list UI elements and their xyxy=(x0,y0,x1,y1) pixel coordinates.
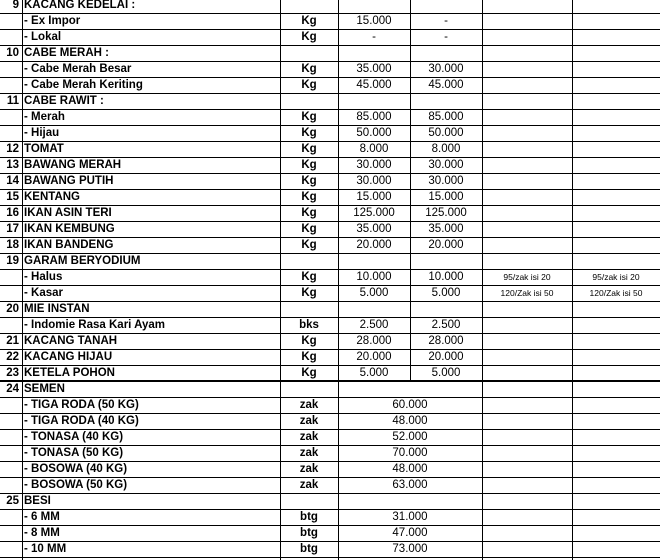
note-cell-1 xyxy=(482,93,572,109)
item-name: - Cabe Merah Besar xyxy=(24,63,132,75)
unit-cell: Kg xyxy=(301,287,317,299)
note-cell-2 xyxy=(572,333,660,349)
unit-cell: Kg xyxy=(301,79,317,91)
note-cell-2 xyxy=(572,125,660,141)
unit-cell: Kg xyxy=(301,15,317,27)
table-row[interactable] xyxy=(0,365,660,381)
grid-line-horizontal xyxy=(0,29,660,30)
price-cell-2: 125.000 xyxy=(425,207,467,219)
table-row[interactable] xyxy=(0,445,660,461)
item-name: TOMAT xyxy=(24,143,64,155)
unit-cell: zak xyxy=(299,431,319,443)
unit-cell: Kg xyxy=(301,191,317,203)
note-cell-2 xyxy=(572,109,660,125)
unit-cell xyxy=(280,301,338,317)
grid-line-horizontal xyxy=(0,541,660,542)
table-row[interactable] xyxy=(0,253,660,269)
price-cell-1: 125.000 xyxy=(353,207,395,219)
unit-cell xyxy=(280,493,338,509)
row-number xyxy=(0,29,22,45)
unit-cell: Kg xyxy=(301,207,317,219)
price-cell-1: 10.000 xyxy=(356,271,392,283)
item-name: - Merah xyxy=(24,111,65,123)
note-cell-1 xyxy=(482,333,572,349)
note-cell-1 xyxy=(482,173,572,189)
row-number: 20 xyxy=(6,303,19,315)
grid-line-horizontal xyxy=(0,525,660,526)
unit-cell: Kg xyxy=(301,127,317,139)
grid-line-horizontal xyxy=(0,557,660,558)
price-cell-1 xyxy=(338,253,410,269)
note-cell-1 xyxy=(482,77,572,93)
item-name: - 8 MM xyxy=(24,527,60,539)
row-number xyxy=(0,461,22,477)
item-name: KACANG TANAH xyxy=(24,335,118,347)
table-row[interactable] xyxy=(0,301,660,317)
table-row[interactable] xyxy=(0,0,660,13)
price-cell-2: 85.000 xyxy=(428,111,464,123)
unit-cell: Kg xyxy=(301,63,317,75)
grid-line-horizontal xyxy=(0,477,660,478)
row-number xyxy=(0,445,22,461)
row-number xyxy=(0,413,22,429)
item-name: GARAM BERYODIUM xyxy=(24,255,141,267)
note-cell-2 xyxy=(572,13,660,29)
grid-line-vertical xyxy=(572,0,573,560)
price-cell-2: 30.000 xyxy=(428,63,464,75)
price-cell-merged: 73.000 xyxy=(392,543,428,555)
table-row[interactable] xyxy=(0,493,660,509)
price-cell-2: 35.000 xyxy=(428,223,464,235)
table-row[interactable] xyxy=(0,349,660,365)
note-cell-2 xyxy=(572,237,660,253)
row-number: 9 xyxy=(12,0,19,11)
note-cell-1 xyxy=(482,365,572,381)
note-cell-2 xyxy=(572,365,660,381)
note-cell-1 xyxy=(482,157,572,173)
grid-line-horizontal xyxy=(0,109,660,110)
note-cell-1 xyxy=(482,189,572,205)
price-cell-1 xyxy=(338,93,410,109)
item-name: - Hijau xyxy=(24,127,60,139)
grid-line-horizontal xyxy=(0,173,660,174)
row-number: 15 xyxy=(6,191,19,203)
grid-line-horizontal xyxy=(0,221,660,222)
item-name: BAWANG PUTIH xyxy=(24,175,114,187)
price-cell-2: 5.000 xyxy=(431,367,461,379)
note-cell-2 xyxy=(572,221,660,237)
table-row[interactable] xyxy=(0,189,660,205)
price-cell-1: 35.000 xyxy=(356,63,392,75)
price-cell-1: 20.000 xyxy=(356,351,392,363)
note-cell-1 xyxy=(482,301,572,317)
note-cell-2 xyxy=(572,77,660,93)
price-cell-1 xyxy=(338,0,410,13)
price-cell-2: 15.000 xyxy=(428,191,464,203)
note-cell-1 xyxy=(482,317,572,333)
table-row[interactable] xyxy=(0,141,660,157)
table-row[interactable] xyxy=(0,77,660,93)
unit-cell: Kg xyxy=(301,335,317,347)
price-cell-merged xyxy=(338,493,482,509)
note-cell-2 xyxy=(572,189,660,205)
unit-cell: Kg xyxy=(301,143,317,155)
unit-cell: Kg xyxy=(301,367,317,379)
row-number xyxy=(0,13,22,29)
item-name: CABE MERAH : xyxy=(24,47,109,59)
grid-line-horizontal xyxy=(0,77,660,78)
grid-line-horizontal xyxy=(0,61,660,62)
item-name: - 10 MM xyxy=(24,543,67,555)
note-cell-1 xyxy=(482,109,572,125)
item-name: - Cabe Merah Keriting xyxy=(24,79,143,91)
price-cell-1: 5.000 xyxy=(359,367,389,379)
unit-cell: Kg xyxy=(301,239,317,251)
price-cell-2: 20.000 xyxy=(428,239,464,251)
price-cell-2 xyxy=(410,253,482,269)
price-cell-1 xyxy=(338,45,410,61)
note-cell-2 xyxy=(572,29,660,45)
price-cell-1: 30.000 xyxy=(356,175,392,187)
table-row[interactable] xyxy=(0,237,660,253)
note-cell-2 xyxy=(572,253,660,269)
price-cell-2: 5.000 xyxy=(431,287,461,299)
grid-line-horizontal xyxy=(0,365,660,366)
row-number: 23 xyxy=(6,367,19,379)
unit-cell xyxy=(280,93,338,109)
grid-line-horizontal xyxy=(0,413,660,414)
item-name: - BOSOWA (50 KG) xyxy=(24,479,128,491)
table-row[interactable] xyxy=(0,461,660,477)
unit-cell: Kg xyxy=(301,351,317,363)
table-row[interactable] xyxy=(0,317,660,333)
grid-line-vertical xyxy=(280,0,281,560)
price-cell-2: 45.000 xyxy=(428,79,464,91)
table-row[interactable] xyxy=(0,509,660,525)
note-cell-2 xyxy=(572,205,660,221)
row-number: 18 xyxy=(6,239,19,251)
note-cell-1: 95/zak isi 20 xyxy=(503,272,551,282)
table-row[interactable] xyxy=(0,205,660,221)
unit-cell xyxy=(280,45,338,61)
note-cell-2 xyxy=(572,61,660,77)
item-name: - Indomie Rasa Kari Ayam xyxy=(24,319,166,331)
table-row[interactable] xyxy=(0,109,660,125)
table-row[interactable] xyxy=(0,525,660,541)
price-cell-1: - xyxy=(372,31,376,43)
note-cell-1 xyxy=(482,253,572,269)
item-name: - BOSOWA (40 KG) xyxy=(24,463,128,475)
note-cell-2 xyxy=(572,0,660,13)
price-cell-2: 10.000 xyxy=(428,271,464,283)
item-name: - TIGA RODA (50 KG) xyxy=(24,399,139,411)
table-row[interactable] xyxy=(0,269,660,285)
price-cell-merged: 48.000 xyxy=(392,415,428,427)
row-number xyxy=(0,269,22,285)
row-number xyxy=(0,125,22,141)
note-cell-1 xyxy=(482,0,572,13)
note-cell-1 xyxy=(482,45,572,61)
item-name: KENTANG xyxy=(24,191,81,203)
grid-line-horizontal xyxy=(0,285,660,286)
price-cell-2: - xyxy=(444,15,448,27)
grid-line-horizontal xyxy=(0,141,660,142)
row-number xyxy=(0,317,22,333)
item-name: KETELA POHON xyxy=(24,367,115,379)
grid-line-horizontal xyxy=(0,93,660,94)
unit-cell xyxy=(280,381,338,397)
table-row[interactable] xyxy=(0,477,660,493)
unit-cell: zak xyxy=(299,399,319,411)
unit-cell xyxy=(280,253,338,269)
grid-line-horizontal xyxy=(0,461,660,462)
row-number: 24 xyxy=(6,383,19,395)
grid-line-horizontal xyxy=(0,301,660,302)
row-number: 19 xyxy=(6,255,19,267)
item-name: MIE INSTAN xyxy=(24,303,90,315)
table-row[interactable] xyxy=(0,397,660,413)
price-cell-2: 2.500 xyxy=(431,319,461,331)
note-cell-2 xyxy=(572,173,660,189)
table-row[interactable] xyxy=(0,29,660,45)
grid-line-horizontal xyxy=(0,380,660,382)
price-cell-1: 15.000 xyxy=(356,191,392,203)
price-cell-2: - xyxy=(444,31,448,43)
item-name: - TONASA (40 KG) xyxy=(24,431,124,443)
grid-line-horizontal xyxy=(0,429,660,430)
unit-cell: btg xyxy=(300,527,318,539)
grid-line-horizontal xyxy=(0,189,660,190)
unit-cell: Kg xyxy=(301,175,317,187)
grid-line-horizontal xyxy=(0,445,660,446)
price-cell-merged: 60.000 xyxy=(392,399,428,411)
row-number: 13 xyxy=(6,159,19,171)
grid-line-horizontal xyxy=(0,493,660,494)
unit-cell: zak xyxy=(299,463,319,475)
note-cell-1 xyxy=(482,125,572,141)
row-number: 10 xyxy=(6,47,19,59)
price-cell-2: 8.000 xyxy=(431,143,461,155)
row-number: 11 xyxy=(6,95,19,107)
price-cell-merged: 63.000 xyxy=(392,479,428,491)
price-cell-1: 28.000 xyxy=(356,335,392,347)
unit-cell: Kg xyxy=(301,31,317,43)
grid-line-horizontal xyxy=(0,205,660,206)
price-cell-2: 30.000 xyxy=(428,175,464,187)
table-row[interactable] xyxy=(0,45,660,61)
row-number xyxy=(0,477,22,493)
row-number: 16 xyxy=(6,207,19,219)
grid-line-horizontal xyxy=(0,45,660,46)
note-cell-1 xyxy=(482,349,572,365)
row-number xyxy=(0,77,22,93)
price-cell-1: 45.000 xyxy=(356,79,392,91)
price-cell-1: 20.000 xyxy=(356,239,392,251)
note-cell-2 xyxy=(572,157,660,173)
unit-cell: btg xyxy=(300,511,318,523)
item-name: IKAN KEMBUNG xyxy=(24,223,115,235)
table-row[interactable] xyxy=(0,221,660,237)
table-row[interactable] xyxy=(0,61,660,77)
row-number xyxy=(0,109,22,125)
item-name: KACANG HIJAU xyxy=(24,351,113,363)
item-name: - Lokal xyxy=(24,31,62,43)
item-name: - Ex Impor xyxy=(24,15,81,27)
price-cell-2 xyxy=(410,301,482,317)
price-cell-1: 50.000 xyxy=(356,127,392,139)
unit-cell xyxy=(280,0,338,13)
row-number xyxy=(0,429,22,445)
table-row[interactable] xyxy=(0,173,660,189)
unit-cell: zak xyxy=(299,447,319,459)
table-row[interactable] xyxy=(0,125,660,141)
grid-line-horizontal xyxy=(0,397,660,398)
grid-line-horizontal xyxy=(0,237,660,238)
table-row[interactable] xyxy=(0,333,660,349)
grid-line-horizontal xyxy=(0,253,660,254)
row-number xyxy=(0,525,22,541)
unit-cell: zak xyxy=(299,479,319,491)
item-name: - Kasar xyxy=(24,287,63,299)
grid-line-horizontal xyxy=(0,13,660,14)
price-cell-2 xyxy=(410,45,482,61)
row-number: 12 xyxy=(6,143,19,155)
item-name: IKAN ASIN TERI xyxy=(24,207,112,219)
item-name: SEMEN xyxy=(24,383,65,395)
price-cell-1 xyxy=(338,301,410,317)
note-cell-2 xyxy=(572,317,660,333)
table-row[interactable] xyxy=(0,157,660,173)
price-cell-2: 30.000 xyxy=(428,159,464,171)
note-cell-2 xyxy=(572,93,660,109)
unit-cell: bks xyxy=(299,319,319,331)
note-cell-1 xyxy=(482,141,572,157)
price-cell-2: 28.000 xyxy=(428,335,464,347)
table-row[interactable] xyxy=(0,381,660,397)
item-name: BAWANG MERAH xyxy=(24,159,122,171)
item-name: KACANG KEDELAI : xyxy=(24,0,136,11)
price-cell-merged: 48.000 xyxy=(392,463,428,475)
item-name: CABE RAWIT : xyxy=(24,95,104,107)
note-cell-1 xyxy=(482,237,572,253)
price-cell-merged: 70.000 xyxy=(392,447,428,459)
price-cell-2 xyxy=(410,93,482,109)
grid-line-horizontal xyxy=(0,125,660,126)
grid-line-horizontal xyxy=(0,349,660,350)
price-cell-merged xyxy=(338,381,482,397)
grid-line-vertical xyxy=(22,0,23,560)
note-cell-2 xyxy=(572,301,660,317)
grid-line-horizontal xyxy=(0,317,660,318)
note-cell-2: 95/zak isi 20 xyxy=(592,272,640,282)
row-number: 14 xyxy=(6,175,19,187)
item-name: - Halus xyxy=(24,271,63,283)
item-name: IKAN BANDENG xyxy=(24,239,114,251)
price-cell-1: 30.000 xyxy=(356,159,392,171)
grid-line-vertical xyxy=(482,0,483,560)
table-row[interactable] xyxy=(0,413,660,429)
price-cell-1: 5.000 xyxy=(359,287,389,299)
price-cell-merged: 31.000 xyxy=(392,511,428,523)
grid-line-horizontal xyxy=(0,333,660,334)
price-cell-2: 50.000 xyxy=(428,127,464,139)
note-cell-2: 120/Zak isi 50 xyxy=(589,288,643,298)
note-cell-1 xyxy=(482,221,572,237)
table-row[interactable] xyxy=(0,13,660,29)
item-name: - 6 MM xyxy=(24,511,60,523)
unit-cell: Kg xyxy=(301,271,317,283)
note-cell-2 xyxy=(572,141,660,157)
row-number: 21 xyxy=(6,335,19,347)
unit-cell: zak xyxy=(299,415,319,427)
note-cell-1 xyxy=(482,205,572,221)
unit-cell: btg xyxy=(300,543,318,555)
price-cell-merged: 47.000 xyxy=(392,527,428,539)
grid-line-horizontal xyxy=(0,157,660,158)
price-cell-2 xyxy=(410,0,482,13)
note-cell-1: 120/Zak isi 50 xyxy=(500,288,554,298)
note-cell-1 xyxy=(482,29,572,45)
price-cell-2: 20.000 xyxy=(428,351,464,363)
table-row[interactable] xyxy=(0,429,660,445)
row-number: 25 xyxy=(6,495,19,507)
price-cell-1: 2.500 xyxy=(359,319,389,331)
grid-line-vertical xyxy=(410,0,411,381)
price-cell-merged: 52.000 xyxy=(392,431,428,443)
price-cell-1: 35.000 xyxy=(356,223,392,235)
row-number: 17 xyxy=(6,223,19,235)
price-cell-1: 8.000 xyxy=(359,143,389,155)
price-cell-1: 85.000 xyxy=(356,111,392,123)
table-row[interactable] xyxy=(0,93,660,109)
unit-cell: Kg xyxy=(301,159,317,171)
note-cell-1 xyxy=(482,61,572,77)
note-cell-1 xyxy=(482,13,572,29)
row-number xyxy=(0,285,22,301)
table-row[interactable] xyxy=(0,285,660,301)
row-number xyxy=(0,61,22,77)
grid-line-vertical xyxy=(338,0,339,560)
price-cell-1: 15.000 xyxy=(356,15,392,27)
item-name: BESI xyxy=(24,495,51,507)
unit-cell: Kg xyxy=(301,223,317,235)
item-name: - TIGA RODA (40 KG) xyxy=(24,415,139,427)
row-number: 22 xyxy=(6,351,19,363)
grid-line-horizontal xyxy=(0,269,660,270)
note-cell-2 xyxy=(572,349,660,365)
note-cell-2 xyxy=(572,45,660,61)
unit-cell: Kg xyxy=(301,111,317,123)
row-number xyxy=(0,397,22,413)
item-name: - TONASA (50 KG) xyxy=(24,447,124,459)
grid-line-horizontal xyxy=(0,509,660,510)
row-number xyxy=(0,509,22,525)
